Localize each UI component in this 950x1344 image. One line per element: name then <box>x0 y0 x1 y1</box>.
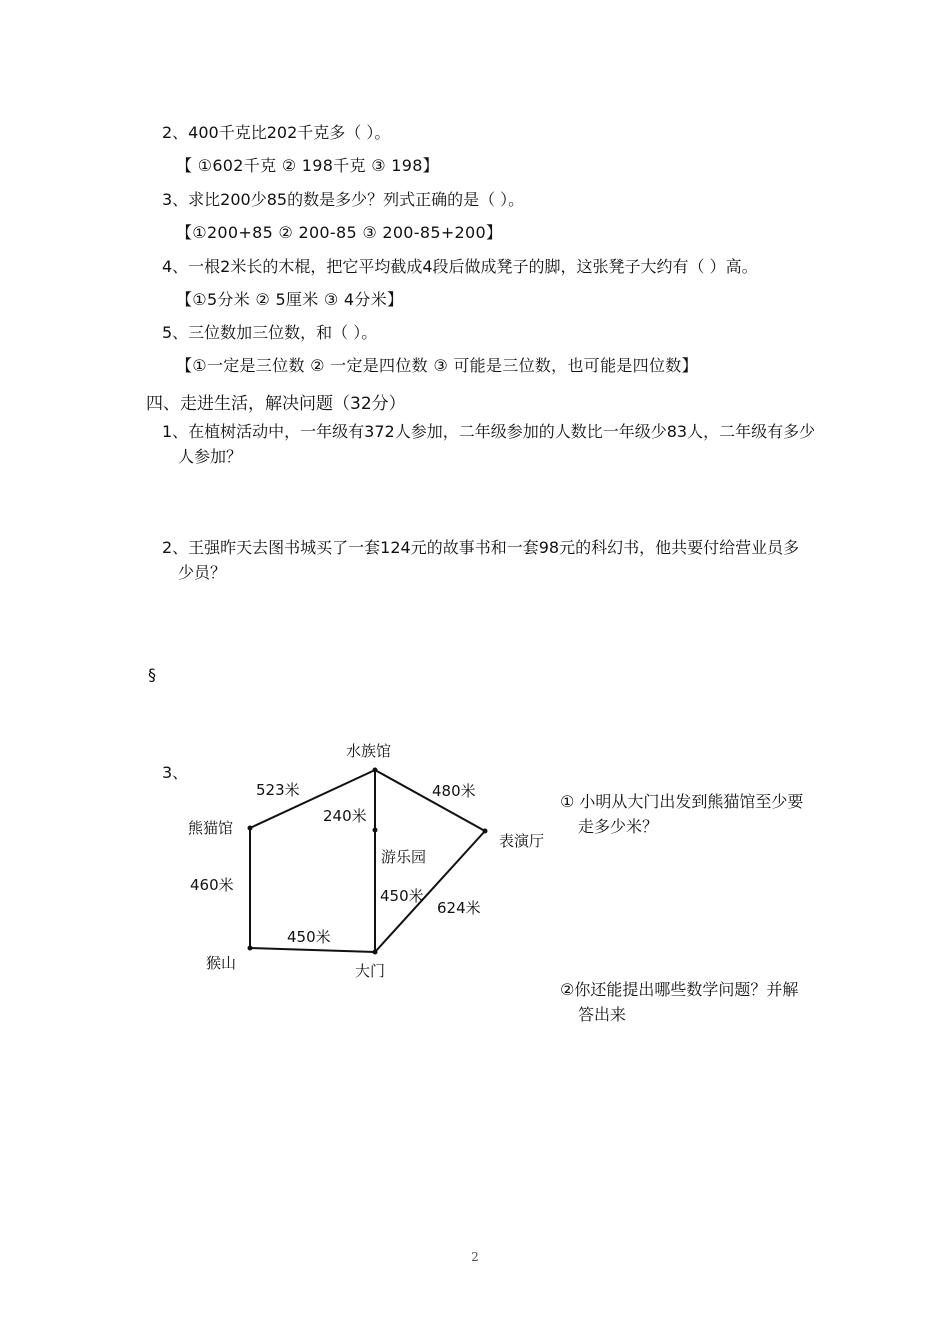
question-5-stem: 5、三位数加三位数，和（ ）。 <box>162 323 378 342</box>
distance-panda-aquarium: 523米 <box>256 781 300 799</box>
problem-3-label: 3、 <box>162 763 189 782</box>
question-3-options: 【①200+85 ② 200-85 ③ 200-85+200】 <box>176 223 503 242</box>
label-panda: 熊猫馆 <box>188 819 234 837</box>
distance-aquarium-playground: 240米 <box>323 807 367 825</box>
subquestion-1-line-1: ① 小明从大门出发到熊猫馆至少要 <box>560 792 804 811</box>
node-panda <box>248 826 253 831</box>
distance-monkey-gate: 450米 <box>287 928 331 946</box>
node-show <box>483 829 488 834</box>
section-symbol: § <box>148 665 156 684</box>
label-gate: 大门 <box>355 962 386 980</box>
problem-1-line-1: 1、在植树活动中，一年级有372人参加，二年级参加的人数比一年级少83人，二年级有多少 <box>162 422 816 441</box>
label-monkey: 猴山 <box>206 954 237 972</box>
question-2-options: 【 ①602千克 ② 198千克 ③ 198】 <box>176 156 439 175</box>
problem-2-line-2: 少员？ <box>178 563 227 582</box>
node-monkey <box>248 946 253 951</box>
label-playground: 游乐园 <box>381 848 427 866</box>
problem-2-line-1: 2、王强昨天去图书城买了一套124元的故事书和一套98元的科幻书，他共要付给营业员多 <box>162 538 800 557</box>
question-3-stem: 3、求比200少85的数是多少？列式正确的是（ ）。 <box>162 190 525 209</box>
distance-panda-monkey: 460米 <box>190 876 234 894</box>
section-4-title: 四、走进生活，解决问题（32分） <box>146 394 406 414</box>
subquestion-1-line-2: 走多少米？ <box>578 817 659 836</box>
distance-aquarium-show: 480米 <box>432 782 476 800</box>
page-number: 2 <box>471 1250 479 1264</box>
question-5-options: 【①一定是三位数 ② 一定是四位数 ③ 可能是三位数，也可能是四位数】 <box>176 356 698 375</box>
path-aquarium-show <box>375 770 485 831</box>
distance-show-gate: 624米 <box>437 899 481 917</box>
node-gate <box>373 950 378 955</box>
subquestion-2-line-2: 答出来 <box>578 1005 627 1024</box>
question-4-stem: 4、一根2米长的木棍，把它平均截成4段后做成凳子的脚，这张凳子大约有（ ）高。 <box>162 257 758 276</box>
node-aquarium <box>373 768 378 773</box>
problem-1-line-2: 人参加？ <box>178 447 243 466</box>
subquestion-2-line-1: ②你还能提出哪些数学问题？并解 <box>560 980 799 999</box>
node-playground <box>373 828 378 833</box>
question-4-options: 【①5分米 ② 5厘米 ③ 4分米】 <box>176 290 404 309</box>
path-monkey-gate <box>250 948 375 952</box>
distance-playground-gate: 450米 <box>380 887 424 905</box>
question-2-stem: 2、400千克比202千克多（ ）。 <box>162 123 391 142</box>
label-aquarium: 水族馆 <box>346 742 392 760</box>
label-show: 表演厅 <box>499 832 545 850</box>
